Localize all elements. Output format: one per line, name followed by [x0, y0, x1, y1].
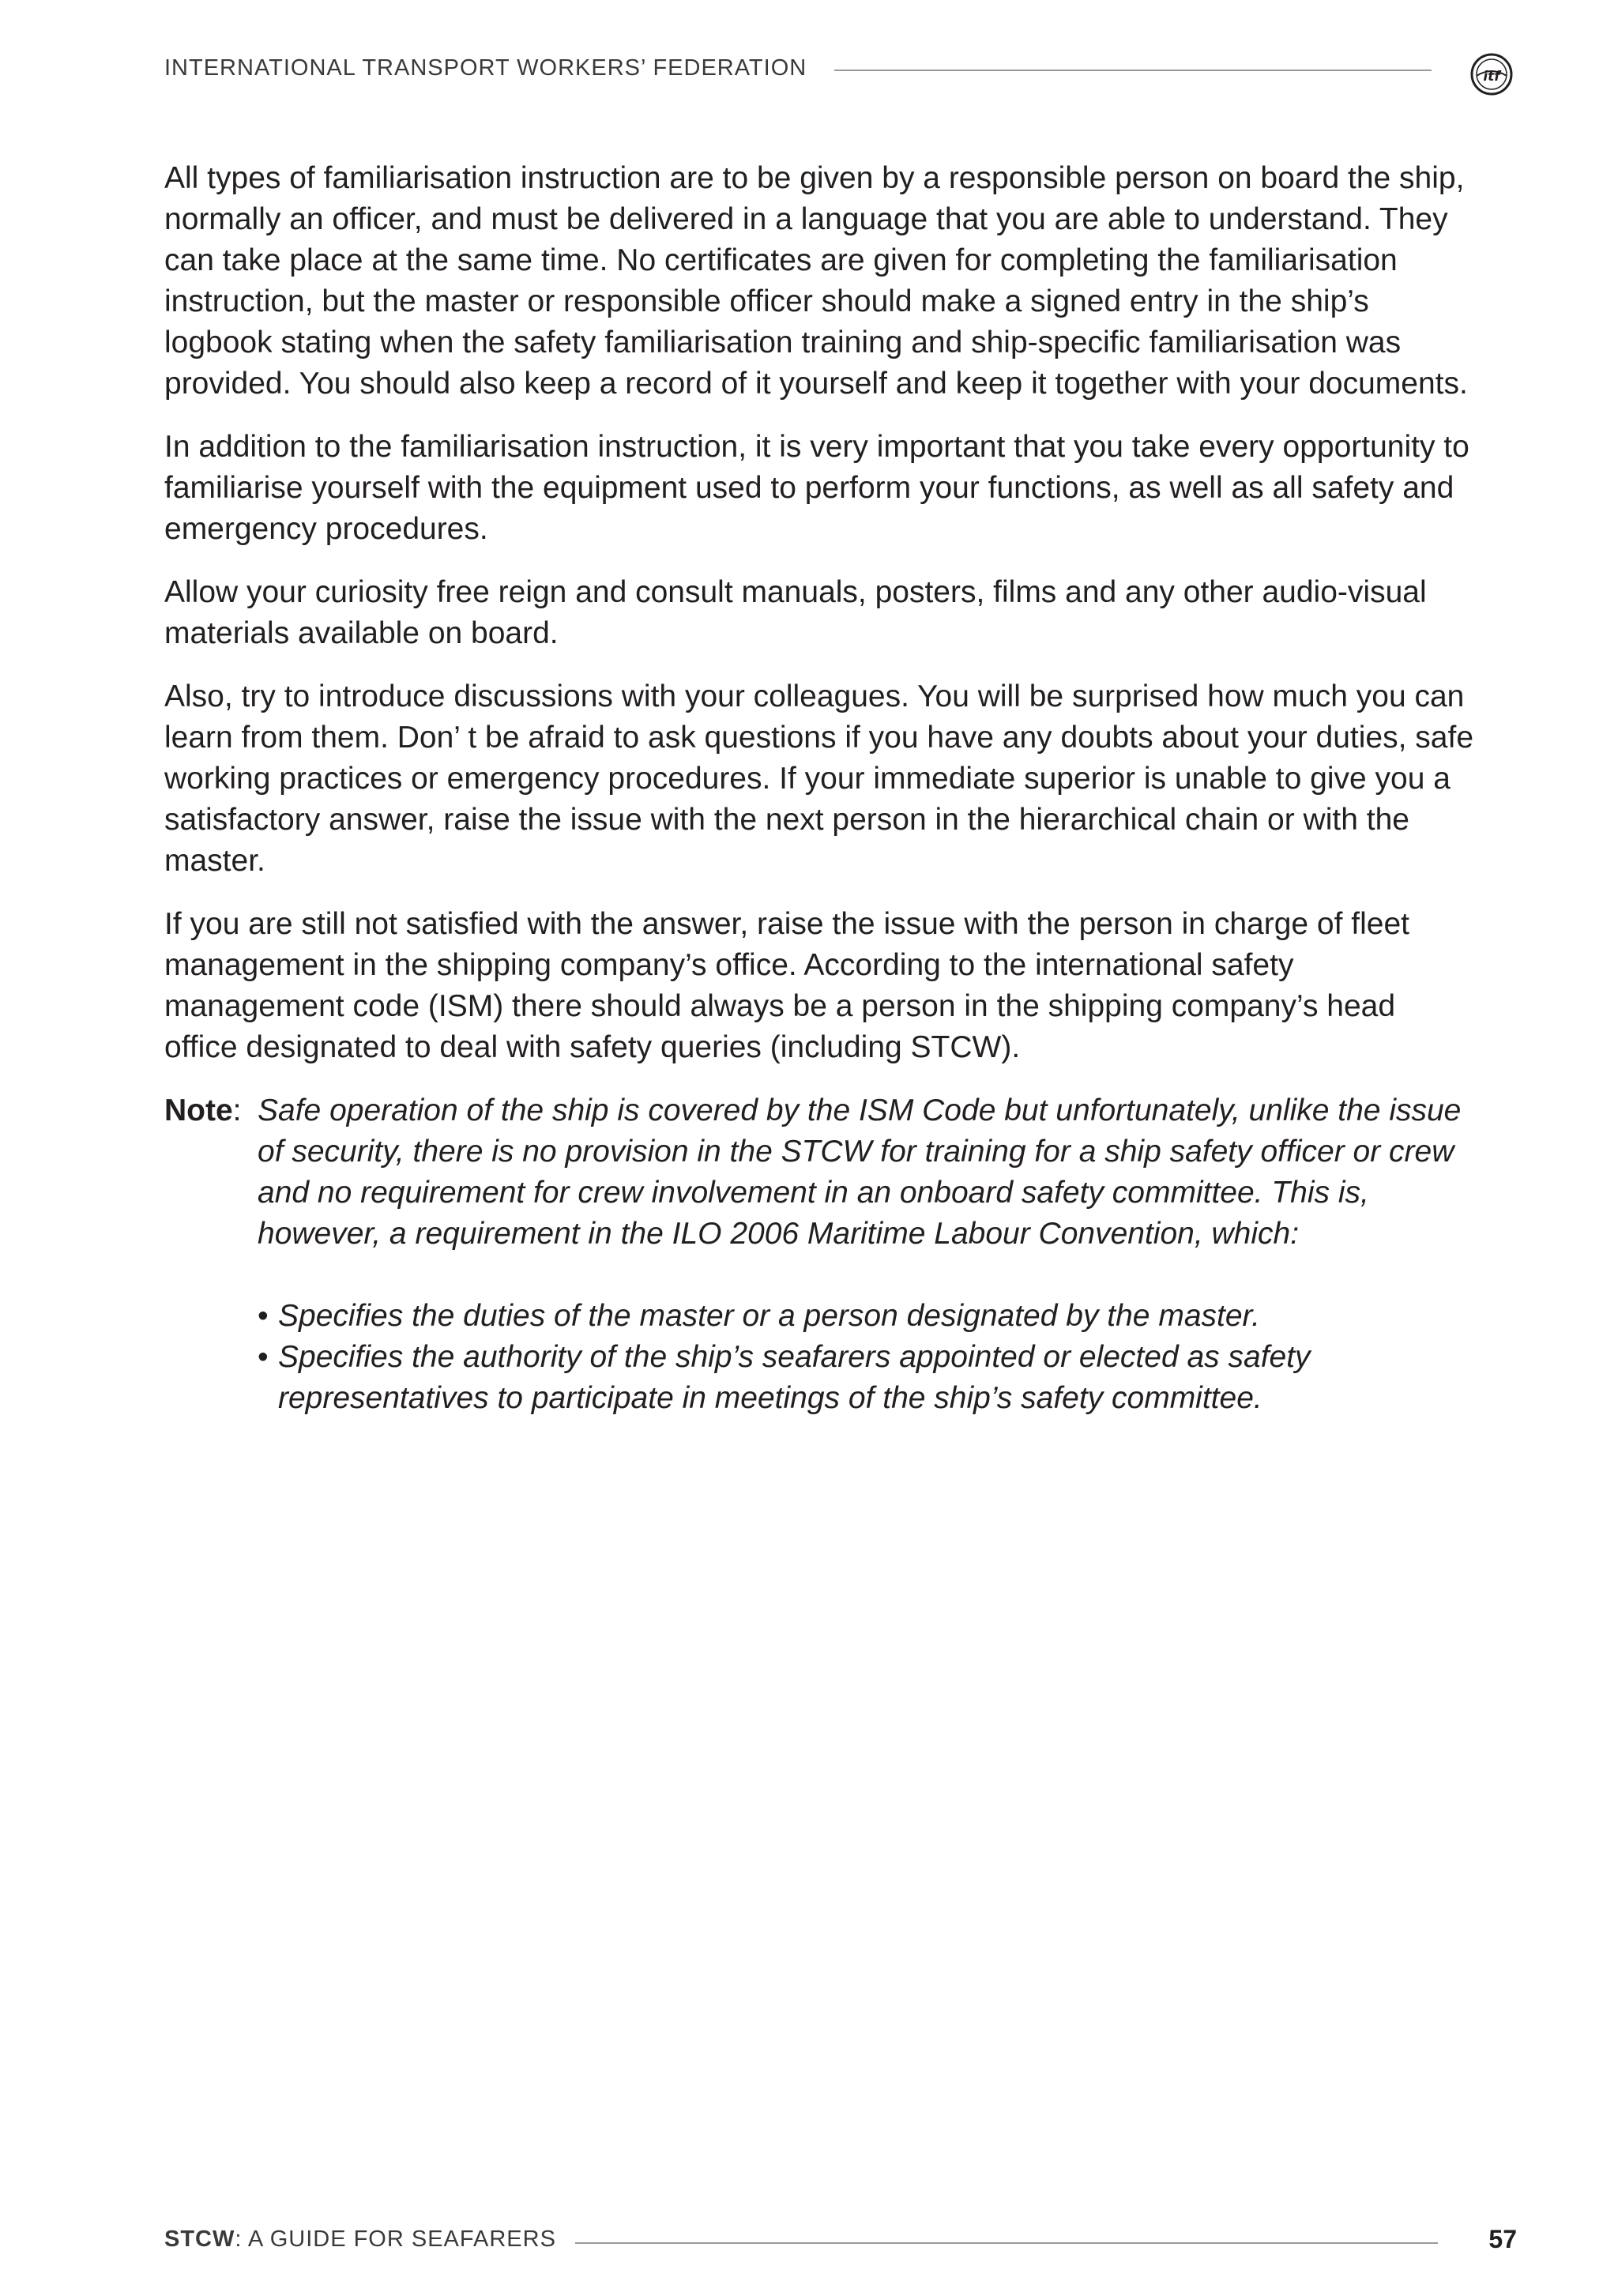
body-paragraph: In addition to the familiarisation instruction, it is very important that you take every opportunity to familiarise yourself with the equipment used to perform your functions, as well as all safety and emergency procedures. — [164, 430, 1469, 546]
note-label: Note: — [164, 1093, 242, 1127]
footer-divider — [575, 2242, 1438, 2244]
main-content — [164, 158, 1476, 1419]
page-header — [164, 52, 1517, 90]
body-paragraph: All types of familiarisation instruction are to be given by a responsible person on board the ship, normally an officer, and must be delivered in a language that you are able to understand. They can take place at the same time. No certificates are given for completing the familiarisation instruction, but the master or responsible officer should make a signed entry in the ship’s logbook stating when the safety familiarisation training and ship-specific familiarisation was provided. You should also keep a record of it yourself and keep it together with your documents. — [164, 161, 1468, 401]
body-paragraph: Also, try to introduce discussions with your colleagues. You will be surprised how much you can learn from them. Don’ t be afraid to ask questions if you have any doubts about your duties, safe working practices or emergency procedures. If your immediate superior is unable to give you a satisfactory answer, raise the issue with the next person in the hierarchical chain or with the master. — [164, 679, 1474, 878]
footer-title: STCW: A GUIDE FOR SEAFARERS — [164, 2226, 556, 2252]
note-bullet-list — [258, 1296, 1476, 1419]
note-text: Safe operation of the ship is covered by the ISM Code but unfortunately, unlike the issue of security, there is no provision in the STCW for training for a ship safety officer or crew and no requirement for crew involvement in an onboard safety committee. This is, however, a requirement in the ILO 2006 Maritime Labour Convention, which: — [258, 1093, 1462, 1251]
header-title: INTERNATIONAL TRANSPORT WORKERS’ FEDERATION — [164, 55, 807, 81]
page-footer — [164, 2225, 1517, 2263]
list-item: • Specifies the authority of the ship’s seafarers appointed or elected as safety representatives to participate in meetings of the ship’s safety committee. — [258, 1337, 1476, 1419]
bullet-icon: • — [258, 1340, 269, 1374]
body-paragraph: Allow your curiosity free reign and consult manuals, posters, films and any other audio-visual materials available on board. — [164, 575, 1427, 650]
note-body — [258, 1090, 1476, 1419]
header-divider — [834, 70, 1432, 71]
itf-logo-icon — [1469, 52, 1514, 96]
bullet-icon: • — [258, 1299, 269, 1333]
logo-text: itf — [1483, 69, 1500, 85]
list-item: • Specifies the duties of the master or a person designated by the master. — [258, 1296, 1476, 1337]
body-paragraph: If you are still not satisfied with the answer, raise the issue with the person in charge of fleet management in the shipping company’s office. According to the international safety management code (ISM) there should always be a person in the shipping company’s head office designated to deal with safety queries (including STCW). — [164, 907, 1409, 1064]
page-number: 57 — [1488, 2225, 1517, 2253]
note-block — [164, 1090, 1476, 1419]
